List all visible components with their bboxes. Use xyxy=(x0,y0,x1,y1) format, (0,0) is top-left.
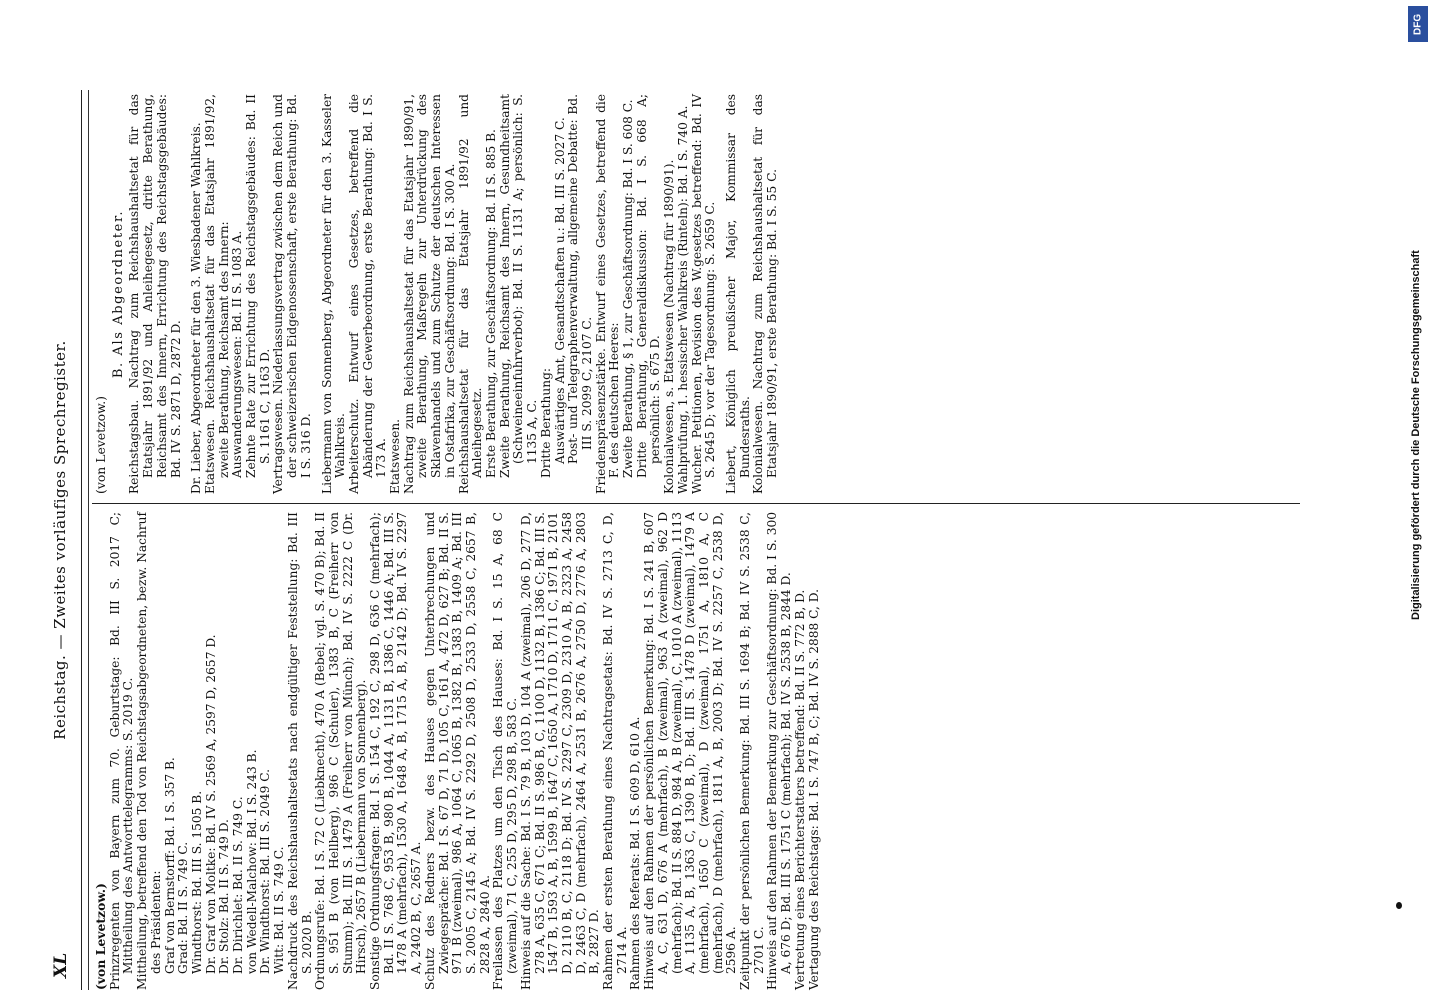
index-entry: Zeitpunkt der persönlichen Bemerkung: Bd. III S. 1694 B; Bd. IV S. 2538 C, 2701 C. xyxy=(738,512,766,990)
right-catchword: (von Levetzow.) xyxy=(93,396,108,494)
index-entry: Reichshaushaltsetat für das Etatsjahr 1891/92 und Anleihegesetz. xyxy=(456,94,485,494)
index-entry: Dritte Berathung, Generaldiskussion: Bd. I S. 668 A; persönlich: S. 675 D. xyxy=(634,94,663,478)
index-entry: Witt: Bd. II S. 749 C. xyxy=(272,846,287,974)
index-entry: Vertagung des Reichstags: Bd. I S. 747 B, C; Bd. IV S. 2888 C, D. xyxy=(806,588,821,990)
section-heading: B. Als Abgeordneter. xyxy=(110,209,126,379)
index-entry: Vertretung eines Berichterstatters betreffend: Bd. II S. 772 B, D. xyxy=(792,589,807,990)
index-entry: Kolonialwesen, s. Etatswesen (Nachtrag für 1890/91). xyxy=(662,159,677,494)
index-entry: Wucher. Petitionen, Revision des W.gesetzes betreffend: Bd. IV S. 2645 D; vor der Tagesordnung: S. 2659 C. xyxy=(689,94,718,494)
index-entry: Etatswesen. xyxy=(388,418,403,494)
index-entry: Zehnte Rate zur Errichtung des Reichstagsgebäudes: Bd. II S. 1161 C, 1163 D. xyxy=(244,94,272,478)
dfg-logo: DFG xyxy=(1408,6,1428,42)
index-entry: Rahmen des Referats: Bd. I S. 609 D, 610 A. xyxy=(628,716,643,990)
index-entry: Windthorst: Bd. III S. 1505 B. xyxy=(189,790,204,974)
digitization-credit: Digitalisierung gefördert durch die Deutsche Forschungsgemeinschaft xyxy=(1410,250,1422,620)
index-entry: Prinzregenten von Bayern zum 70. Geburtstage: Bd. III S. 2017 C; Mittheilung des Antworttelegramms: S. 2019 C. xyxy=(107,512,136,990)
index-entry: Schutz des Redners bezw. des Hauses gegen Unterbrechungen und Zwiegespräche: Bd. I S. 67 D, 71 D, 105 C, 161 A, 472 D, 627 B; Bd. II S. 971 B (zweimal), 986 A, 1064 C, 1065 B, 1382 B, 1383 B, 1409 A; Bd. III S. 2005 C, 2145 A; Bd. IV S. 2292 D, 2508 D, 2533 D, 2558 C, 2657 B, 2828 A, 2840 A. xyxy=(422,512,492,990)
index-entry: Grad: Bd. II S. 749 C. xyxy=(176,841,191,974)
index-entry: Friedenspräsenzstärke. Entwurf eines Gesetzes, betreffend die F. des deutschen Heeres: xyxy=(593,94,622,494)
index-entry: Mittheilung, betreffend den Tod von Reichstagsabgeordneten, bezw. Nachruf des Präsidenten: xyxy=(135,512,163,990)
index-entry: Freilassen des Platzes um den Tisch des Hauses: Bd. I S. 15 A, 68 C (zweimal), 71 C, 255 D, 295 D, 298 B, 583 C. xyxy=(491,512,520,990)
index-entry: Dr. Windthorst: Bd. III S. 2049 C. xyxy=(258,768,273,974)
index-entry: Reichstagsbau. Nachtrag zum Reichshaushaltsetat für das Etatsjahr 1891/92 und Anleihegesetz, dritte Berathung, Reichsamt des Innern, Errichtung des Reichstagsgebäudes: Bd. IV S. 2871 D, 2872 D. xyxy=(127,94,183,494)
column-divider xyxy=(92,503,1300,504)
index-entry: Hinweis auf die Sache: Bd. I S. 79 B, 103 D, 104 A (zweimal), 206 D, 277 D, 278 A, 635 C, 671 C; Bd. II S. 986 B, C, 1100 D, 1132 B, 1386 C; Bd. III S. 1547 B, 1593 A, B, 1599 B, 1647 C, 1650 A, 1710 D, 1711 C, 1971 B, 2101 D, 2110 B, C, 2118 D; Bd. IV S. 2297 C, 2309 D, 2310 A, B, 2323 A, 2458 D, 2463 C, D (mehrfach), 2464 A, 2531 B, 2676 A, 2750 D, 2776 A, 2803 B, 2827 D. xyxy=(518,512,602,990)
index-entry: Dr. Graf von Moltke: Bd. IV S. 2569 A, 2597 D, 2657 D. xyxy=(203,634,218,974)
index-entry: Zweite Berathung, § 1, zur Geschäftsordnung: Bd. I S. 608 C. xyxy=(621,99,636,478)
index-entry: Etatswesen. Reichshaushaltsetat für das Etatsjahr 1891/92, zweite Berathung, Reichsamt des Innern: xyxy=(202,94,231,494)
left-column xyxy=(94,512,821,990)
left-entry-list xyxy=(109,512,822,990)
index-entry: Liebert, Königlich preußischer Major, Kommissar des Bundesraths. xyxy=(723,94,752,494)
index-entry: Graf von Bernstorff: Bd. I S. 357 B. xyxy=(162,757,177,974)
index-entry: Nachdruck des Reichshaushaltsetats nach endgültiger Feststellung: Bd. III S. 2020 B. xyxy=(285,512,314,990)
left-catchword: (von Levetzow.) xyxy=(93,883,108,990)
index-entry: Liebermann von Sonnenberg, Abgeordneter für den 3. Kasseler Wahlkreis. xyxy=(319,94,348,494)
index-entry: von Wedell-Malchow: Bd. I S. 243 B. xyxy=(244,749,259,974)
index-entry: Post- und Telegraphenverwaltung, allgemeine Debatte: Bd. III S. 2099 C, 2107 C. xyxy=(566,94,594,464)
right-column xyxy=(94,94,780,494)
page-title: Reichstag. — Zweites vorläufiges Sprechregister. xyxy=(51,340,69,740)
index-entry: Hinweis auf den Rahmen der Bemerkung zur Geschäftsordnung: Bd. I S. 300 A, 676 D; Bd. III S. 1751 C (mehrfach); Bd. IV S. 2538 B, 2844 D. xyxy=(765,512,794,990)
page-number: XL xyxy=(51,952,71,978)
running-head xyxy=(45,90,82,990)
right-entry-list xyxy=(128,94,779,494)
index-entry: Sonstige Ordnungsfragen: Bd. I S. 154 C, 192 C, 298 D, 636 C (mehrfach); Bd. II S. 768 C, 953 B, 980 B, 1044 A, 1131 B, 1386 C, 1446 A; Bd. III S. 1478 A (mehrfach), 1530 A, 1648 A, B, 1715 A, B, 2142 D; Bd. IV S. 2297 A, 2402 B, C, 2657 A. xyxy=(368,512,424,990)
index-entry: Erste Berathung, zur Geschäftsordnung: Bd. II S. 885 B. xyxy=(483,129,498,478)
index-entry: Arbeiterschutz. Entwurf eines Gesetzes, betreffend die Abänderung der Gewerbeordnung, erste Berathung: Bd. I S. 173 A. xyxy=(346,94,389,494)
index-entry: Ordnungsrufe: Bd. I S. 72 C (Liebknecht), 470 A (Bebel; vgl. S. 470 B); Bd. II S. 951 B (von Hellberg), 986 C (Schuler), 1383 B, C (Freiherr von Stumm); Bd. III S. 1479 A (Freiherr von Münch); Bd. IV S. 2222 C (Dr. Hirsch), 2657 B (Liebermann von Sonnenberg). xyxy=(313,512,369,990)
index-entry: Auswanderungswesen: Bd. II S. 1083 A. xyxy=(230,230,245,478)
header-rule xyxy=(88,90,89,990)
index-entry: Auswärtiges Amt, Gesandtschaften u.: Bd. III S. 2027 C. xyxy=(552,117,567,464)
index-entry: Dr. Dirichlet: Bd. II S. 749 C. xyxy=(231,796,246,974)
index-entry: Zweite Berathung, Reichsamt des Innern, Gesundheitsamt (Schweineeinfuhrverbot): Bd. II S. 1131 A; persönlich: S. 1135 A, C. xyxy=(497,94,540,478)
index-entry: Kolonialwesen. Nachtrag zum Reichshaushaltsetat für das Etatsjahr 1890/91, erste Berathung: Bd. I S. 55 C. xyxy=(751,94,780,494)
index-entry: Rahmen der ersten Berathung eines Nachtragsetats: Bd. IV S. 2713 C, D, 2714 A. xyxy=(601,512,629,990)
index-entry: Dritte Berathung: xyxy=(538,368,553,478)
index-entry: Vertragswesen. Niederlassungsvertrag zwischen dem Reich und der schweizerischen Eidgenossenschaft, erste Berathung: Bd. I S. 316 D. xyxy=(271,94,313,494)
index-entry: Nachtrag zum Reichshaushaltsetat für das Etatsjahr 1890/91, zweite Berathung, Maßregeln zur Unterdrückung des Sklavenhandels und zum Schutze der deutschen Interessen in Ostafrika, zur Geschäftsordnung: Bd. I S. 300 A. xyxy=(401,94,457,494)
scan-speck xyxy=(1396,902,1402,909)
index-entry: Dr. Stolz: Bd. II S. 749 D. xyxy=(217,819,232,974)
index-entry: Hinweis auf den Rahmen der persönlichen Bemerkung: Bd. I S. 241 B, 607 A, C, 631 D, 676 A (mehrfach), B (zweimal), 963 A (zweimal), 962 D (mehrfach); Bd. II S. 884 D, 984 A, B (zweimal), C, 1010 A (zweimal), 1113 A, 1135 A, B, 1363 C, 1390 B, D; Bd. III S. 1478 D (zweimal), 1479 A (mehrfach), 1650 C (zweimal), D (zweimal), 1751 A, 1810 A, C (mehrfach), D (mehrfach), 1811 A, B, 2003 D; Bd. IV S. 2257 C, 2538 D, 2596 A. xyxy=(642,512,739,990)
index-entry: Dr. Lieber, Abgeordneter für den 3. Wiesbadener Wahlkreis. xyxy=(189,122,204,494)
index-entry: Wahlprüfung, 1. hessischer Wahlkreis (Rinteln): Bd. I S. 740 A. xyxy=(675,105,690,494)
